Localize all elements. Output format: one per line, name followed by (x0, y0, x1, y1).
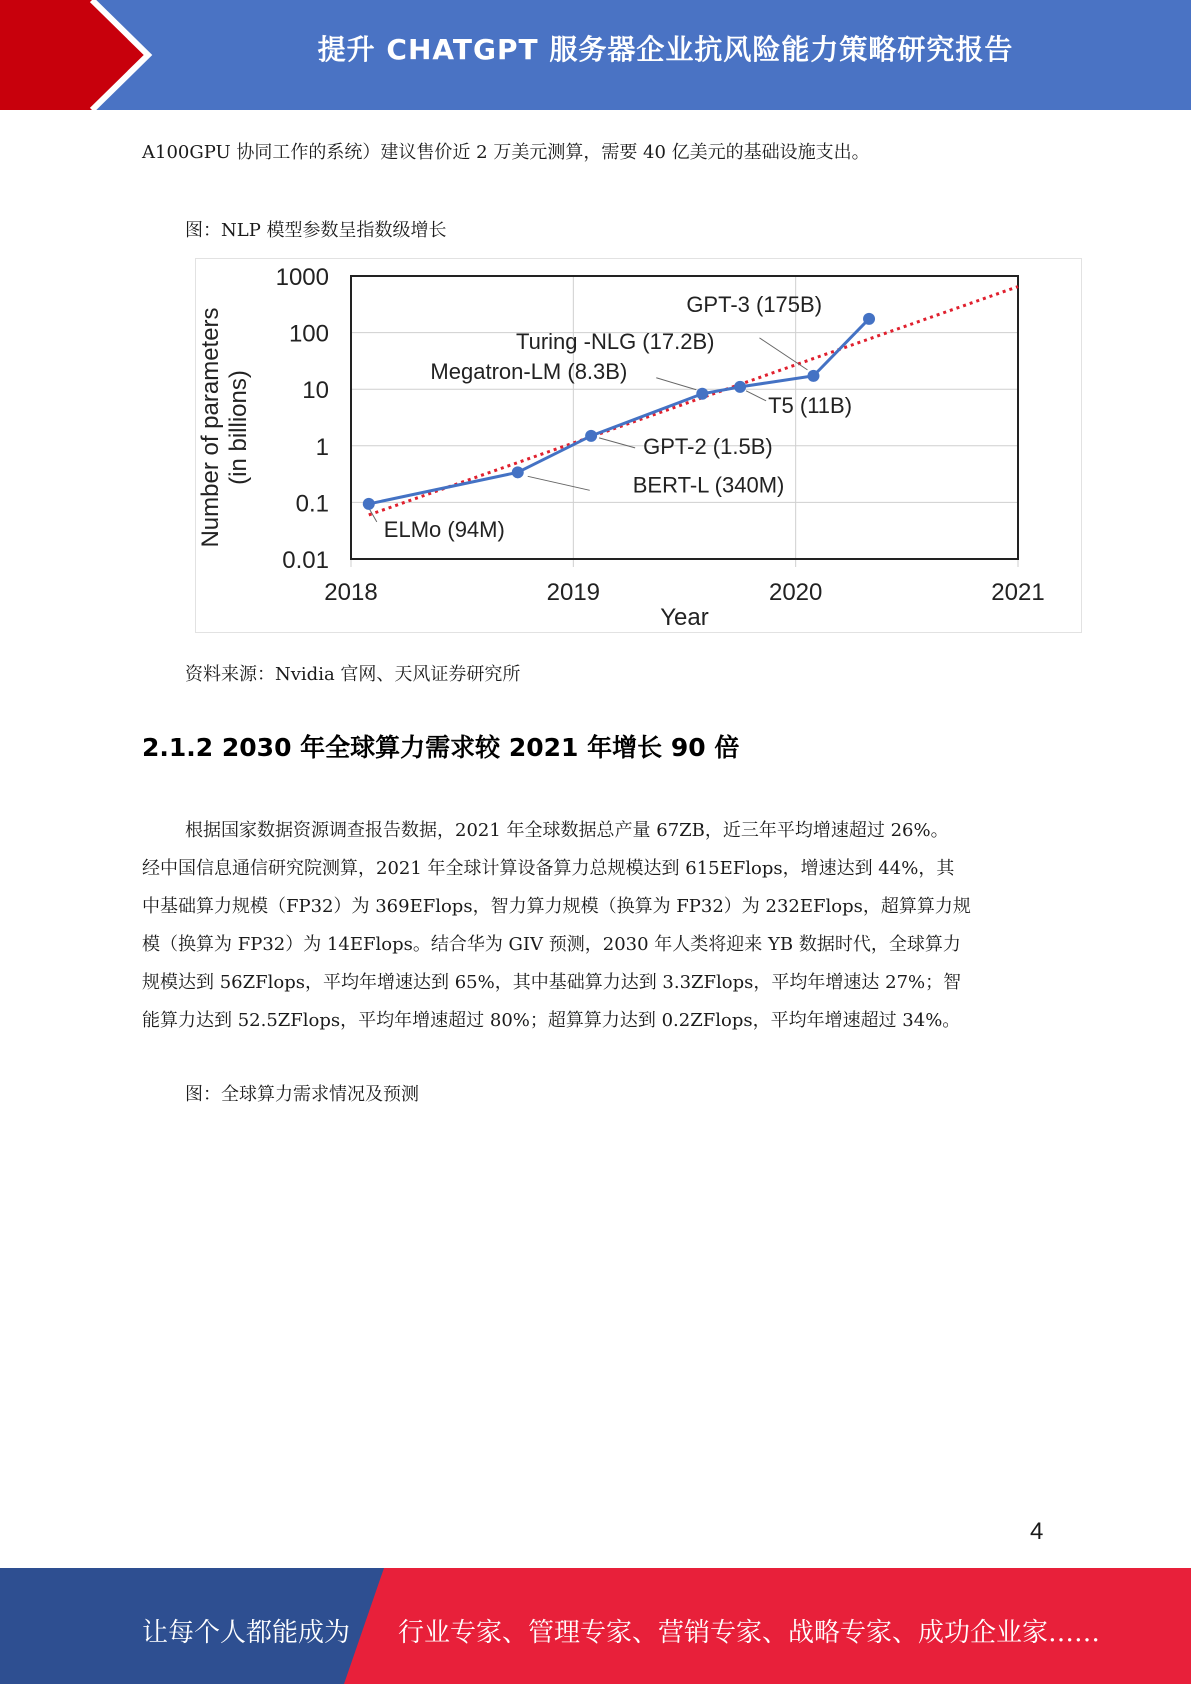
paragraph-line: 经中国信息通信研究院测算，2021 年全球计算设备算力总规模达到 615EFlops，增速达到 44%，其 (142, 858, 955, 879)
point-leader-line (528, 476, 590, 490)
data-point (807, 370, 819, 382)
point-leader-line (759, 338, 807, 370)
point-leader-line (746, 391, 766, 401)
y-tick-label: 0.01 (282, 547, 329, 574)
data-point (863, 313, 875, 325)
data-point (363, 498, 375, 510)
y-axis-label: Number of parameters (197, 307, 224, 548)
body-paragraph (142, 812, 1042, 1040)
paragraph-line: 规模达到 56ZFlops，平均年增速达到 65%，其中基础算力达到 3.3ZFlops，平均年增速达 27%；智 (142, 972, 962, 993)
paragraph-line: 能算力达到 52.5ZFlops，平均年增速超过 80%；超算算力达到 0.2ZFlops，平均年增速超过 34%。 (142, 1010, 961, 1031)
point-label: Turing -NLG (17.2B) (515, 328, 715, 354)
footer-slogan-right: 行业专家、管理专家、营销专家、战略专家、成功企业家…… (398, 1618, 1101, 1648)
point-label: BERT-L (340M) (632, 472, 785, 498)
y-tick-label: 0.1 (295, 490, 329, 518)
data-point (696, 388, 708, 400)
paragraph-line: 模（换算为 FP32）为 14EFlops。结合华为 GIV 预测，2030 年人类将迎来 YB 数据时代，全球算力 (142, 934, 961, 955)
paragraph-line: 中基础算力规模（FP32）为 369EFlops，智力算力规模（换算为 FP32）为 232EFlops，超算算力规 (142, 896, 971, 917)
y-axis-label-units: (in billions) (225, 370, 252, 485)
point-label: ELMo (94M) (383, 516, 505, 542)
figure1-caption: 图：NLP 模型参数呈指数级增长 (185, 220, 447, 241)
point-label: T5 (11B) (768, 392, 853, 418)
figure1-source: 资料来源：Nvidia 官网、天风证券研究所 (185, 664, 521, 685)
y-tick-label: 100 (288, 320, 329, 348)
parameters-chart (195, 258, 1082, 633)
y-tick-label: 10 (302, 377, 329, 405)
footer-slogan-left: 让每个人都能成为 (142, 1618, 351, 1648)
data-point (585, 430, 597, 442)
paragraph-line: 根据国家数据资源调查报告数据，2021 年全球数据总产量 67ZB，近三年平均增速超过 26%。 (185, 820, 949, 841)
y-tick-label: 1000 (275, 264, 329, 291)
chart-svg (196, 259, 1081, 632)
point-label: GPT-3 (175B) (686, 291, 823, 317)
x-tick-label: 2020 (768, 579, 823, 606)
point-leader-line (599, 438, 635, 448)
x-axis-label: Year (660, 604, 709, 631)
section-heading: 2.1.2 2030 年全球算力需求较 2021 年增长 90 倍 (142, 733, 740, 762)
x-tick-label: 2021 (991, 579, 1045, 606)
page-number: 4 (1030, 1518, 1044, 1545)
header-title: 提升 CHATGPT 服务器企业抗风险能力策略研究报告 (317, 33, 1014, 66)
data-point (734, 381, 746, 393)
point-label: Megatron-LM (8.3B) (430, 358, 628, 384)
point-label: GPT-2 (1.5B) (643, 433, 773, 459)
intro-line: A100GPU 协同工作的系统）建议售价近 2 万美元测算，需要 40 亿美元的基础设施支出。 (142, 142, 870, 163)
figure2-caption: 图：全球算力需求情况及预测 (185, 1084, 419, 1105)
point-leader-line (656, 378, 696, 390)
page-footer (0, 1568, 1191, 1684)
x-tick-label: 2018 (324, 579, 378, 606)
page-header (0, 0, 1191, 110)
x-tick-label: 2019 (546, 579, 601, 606)
data-point (512, 466, 524, 478)
y-tick-label: 1 (315, 433, 329, 461)
